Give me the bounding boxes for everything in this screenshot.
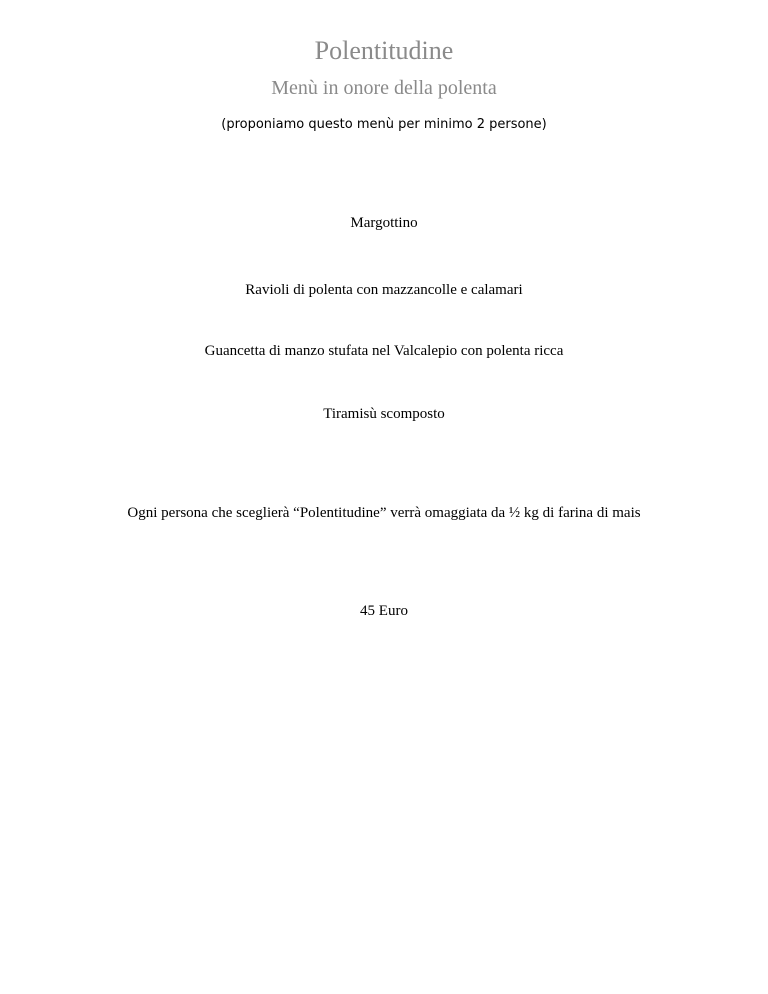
menu-title: Polentitudine: [314, 36, 454, 65]
minimum-persons-note: (proponiamo questo menù per minimo 2 persone): [221, 117, 547, 132]
course-item: Guancetta di manzo stufata nel Valcalepio con polenta ricca: [204, 343, 564, 359]
course-item: Ravioli di polenta con mazzancolle e calamari: [245, 282, 523, 298]
gift-note: Ogni persona che sceglierà “Polentitudine” verrà omaggiata da ½ kg di farina di mais: [127, 505, 641, 521]
menu-subtitle: Menù in onore della polenta: [271, 77, 497, 99]
course-item: Tiramisù scomposto: [323, 406, 445, 422]
course-item: Margottino: [350, 215, 418, 231]
menu-price: 45 Euro: [360, 603, 408, 619]
